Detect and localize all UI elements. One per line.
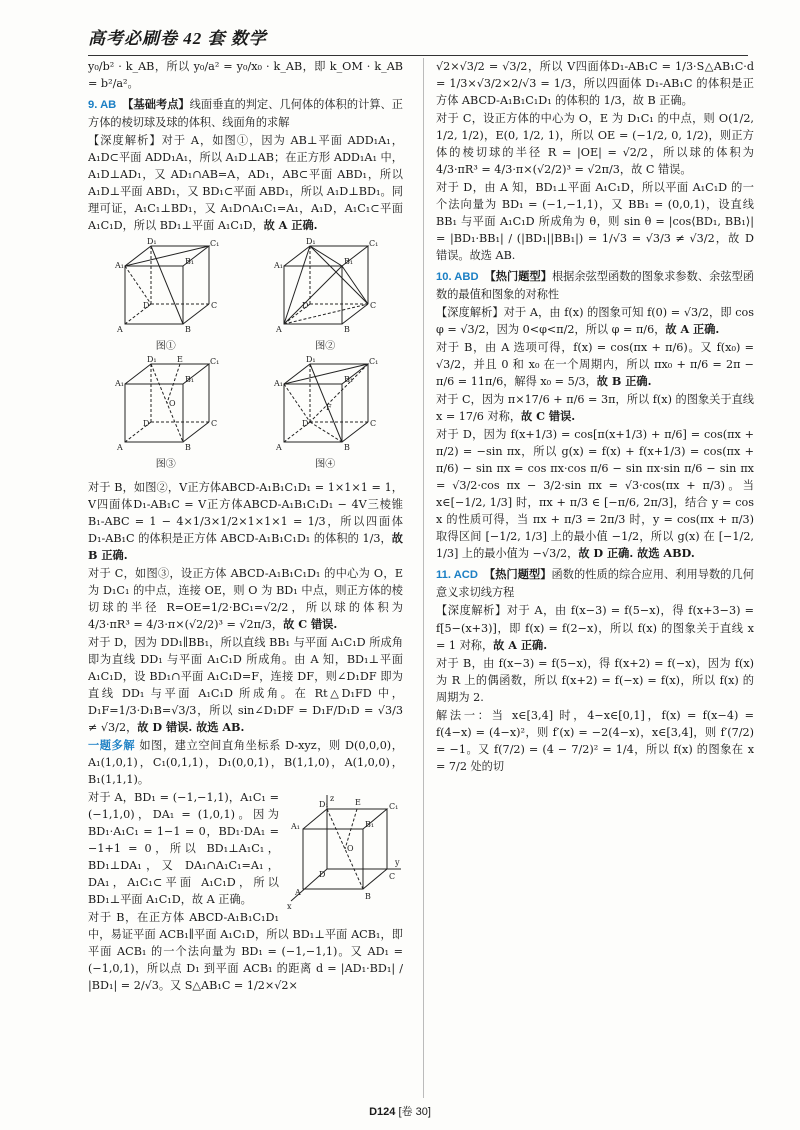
svg-text:z: z xyxy=(330,793,335,803)
q9-part-a-conclusion: 故 A 正确. xyxy=(263,218,318,233)
svg-text:B₁: B₁ xyxy=(184,257,194,267)
svg-text:A₁: A₁ xyxy=(274,379,284,389)
q10-part-a-conclusion: 故 A 正确. xyxy=(665,322,720,337)
svg-text:y: y xyxy=(395,857,400,867)
q11-part-a-text: 【深度解析】对于 A，由 f(x−3) = f(5−x)，得 f(x+3−3) = f[5−(x+3)]，即 f(x) = f(2−x)，所以 f(x) 的图象关于直线 x = 1 对称， xyxy=(436,604,754,652)
q10-part-a-text: 【深度解析】对于 A，由 f(x) 的图象可知 f(0) = √3/2，即 cos φ = √3/2，因为 0<φ<π/2，所以 φ = π/6， xyxy=(436,306,754,337)
q10-part-a xyxy=(436,304,754,338)
q10-part-d xyxy=(436,426,754,562)
alt-part-a: 对于 A，BD₁ = (−1,−1,1)，A₁C₁ = (−1,1,0)，DA₁ = (1,0,1)。因为 BD₁·A₁C₁ = 1−1 = 0，BD₁·DA₁ = −1+1 = 0，所以 BD₁⊥A₁C₁，BD₁⊥DA₁，又 DA₁∩A₁C₁=A₁，DA₁，A₁C₁⊂平面 A₁C₁D，所以 BD₁⊥平面 A₁C₁D，故 A 正确。 xyxy=(88,790,279,906)
svg-text:A₁: A₁ xyxy=(114,261,124,271)
q10-part-c xyxy=(436,391,754,425)
alt-solution-text: 如图，建立空间直角坐标系 D-xyz，则 D(0,0,0)，A₁(1,0,1)，C₁(0,1,1)，D₁(0,0,1)，B(1,1,0)，A(1,0,0)，B₁(1,1,1)。 xyxy=(88,738,403,786)
svg-text:E: E xyxy=(176,356,183,365)
svg-text:B: B xyxy=(184,325,191,335)
figure-4 xyxy=(254,356,398,472)
svg-text:C: C xyxy=(210,419,217,429)
svg-text:D: D xyxy=(142,419,150,429)
q9-part-a xyxy=(88,132,403,234)
q10-part-c-text: 对于 C，因为 π×17/6 + π/6 = 3π，所以 f(x) 的图象关于直线 x = 17/6 对称， xyxy=(436,393,754,424)
q9-part-b-conclusion: 故 B 正确. xyxy=(88,530,403,562)
svg-text:D: D xyxy=(142,301,150,311)
alt-part-b: 对于 B，在正方体 ABCD-A₁B₁C₁D₁ 中，易证平面 ACB₁∥平面 A₁C₁D，所以 BD₁⊥平面 ACB₁，即平面 ACB₁ 的一个法向量为 BD₁ = (−1,−1,1)。又 AD₁ = (−1,0,1)，所以点 D₁ 到平面 ACB₁ 的距离 d = |AD₁·BD₁| / |BD₁| = 2/√3。又 S△AB₁C = 1/2×√2× xyxy=(88,910,403,993)
q9-part-b-text: 对于 B，如图②，V正方体ABCD-A₁B₁C₁D₁ = 1×1×1 = 1，V四面体D₁-AB₁C = V正方体ABCD-A₁B₁C₁D₁ − 4V三棱锥B₁-ABC = 1 − 4×1/3×1/2×1×1×1 = 1/3，所以四面体 D₁-AB₁C 的体积是正方体 ABCD-A₁B₁C₁D₁ 的体积的 1/3， xyxy=(88,480,403,545)
left-column xyxy=(88,58,403,1098)
figure-1 xyxy=(94,238,238,354)
q10-part-b-text: 对于 B，由 A 选项可得，f(x) = cos(πx + π/6)。又 f(x₀) = √3/2，并且 0 和 x₀ 在一个周期内，所以 πx₀ + π/6 = 2π − π/6 = 11π/6，解得 x₀ = 5/3， xyxy=(436,341,754,389)
svg-text:D₁: D₁ xyxy=(306,238,316,247)
book-title: 高考必刷卷 42 套 数学 xyxy=(88,29,267,48)
question-topic: 线面垂直的判定、几何体的体积的计算、正方体的棱切球及球的体积、线面角的求解 xyxy=(88,98,403,130)
q9-part-d-text: 对于 D，因为 DD₁∥BB₁，所以直线 BB₁ 与平面 A₁C₁D 所成角即为直线 DD₁ 与平面 A₁C₁D 所成角。由 A 知，BD₁⊥平面 A₁C₁D，设 BD₁∩平面 A₁C₁D=F，连接 DF，则∠D₁DF 即为直线 DD₁ 与平面 A₁C₁D 所成角。在 Rt△D₁FD 中，D₁F=1/3·D₁B=√3/3，所以 sin∠D₁DF = D₁F/D₁D = √3/3 ≠ √3/2， xyxy=(88,635,403,734)
svg-text:B: B xyxy=(344,443,351,453)
alt-solution xyxy=(88,737,403,788)
svg-text:C₁: C₁ xyxy=(369,357,379,367)
svg-text:B₁: B₁ xyxy=(184,375,194,385)
question-topic: 根据余弦型函数的图象求参数、余弦型函数的最值和图象的对称性 xyxy=(436,270,754,302)
q11-part-a xyxy=(436,602,754,653)
svg-text:A: A xyxy=(276,325,283,335)
cube-diagram-2 xyxy=(270,238,380,334)
svg-text:D₁: D₁ xyxy=(306,356,316,365)
svg-text:B: B xyxy=(184,443,191,453)
svg-text:x: x xyxy=(287,901,292,911)
q9-part-c-text: 对于 C，如图③，设正方体 ABCD-A₁B₁C₁D₁ 的中心为 O，E 为 D₁C₁ 的中点，连接 OE，则 O 为 BD₁ 中点，则正方体的棱切球的半径 R=OE=1/2·BC₁=√2/2，所以球的体积为 4/3·πR³ = 4/3·π×(√2/2)³ = √2π/3， xyxy=(88,566,403,631)
svg-text:O: O xyxy=(347,843,354,853)
svg-text:B₁: B₁ xyxy=(344,257,354,267)
cube-diagram-3 xyxy=(111,356,221,452)
coordinate-cube-figure xyxy=(285,791,403,918)
q9-part-b xyxy=(88,479,403,564)
q9-part-c xyxy=(88,565,403,633)
svg-text:B: B xyxy=(365,891,371,901)
question-number: 10. ABD xyxy=(436,271,479,284)
q11-method-1: 解法一：当 x∈[3,4] 时，4−x∈[0,1]，f(x) = f(x−4) = f(4−x) = (4−x)²，则 f′(x) = −2(4−x)，x∈[3,4]，则 f′(7/2) = −1。又 f(7/2) = (4 − 7/2)² = 1/4，所以 f(x) 的图象在 x = 7/2 处的切 xyxy=(436,708,754,773)
right-column xyxy=(436,58,754,1098)
svg-text:A: A xyxy=(276,443,283,453)
figure-2-caption: 图② xyxy=(315,341,336,353)
q9-part-d xyxy=(88,634,403,736)
q9-alt-part-c: 对于 C，设正方体的中心为 O，E 为 D₁C₁ 的中点，则 O(1/2, 1/2, 1/2)，E(0, 1/2, 1)，所以 OE = (−1/2, 0, 1/2)，则正方体的棱切球的半径 R = |OE| = √2/2，所以球的体积为 4/3·πR³ = 4/3·π×(√2/2)³ = √2π/3，故 C 错误。 xyxy=(436,112,754,177)
svg-text:C: C xyxy=(389,871,396,881)
q9-alt-part-d: 对于 D，由 A 知，BD₁⊥平面 A₁C₁D，所以平面 A₁C₁D 的一个法向量为 BD₁ = (−1,−1,1)，又 BB₁ = (0,0,1)，设直线 BB₁ 与平面 A₁C₁D 所成角为 θ，则 sin θ = |cos⟨BD₁, BB₁⟩| = |BD₁·BB₁| / (|BD₁||BB₁|) = 1/√3 = √3/3 ≠ √3/2，故 D 错误。故选 AB. xyxy=(436,181,754,263)
q10-part-d-conclusion: 故 D 正确. 故选 ABD. xyxy=(578,546,695,561)
svg-text:C: C xyxy=(370,419,377,429)
svg-text:A₁: A₁ xyxy=(291,821,300,831)
intro-line: y₀/b² · k_AB，所以 y₀/a² = y₀/x₀ · k_AB，即 k_OM · k_AB = b²/a²。 xyxy=(88,60,403,91)
figure-3 xyxy=(94,356,238,472)
question-tag: 【基础考点】 xyxy=(122,97,190,112)
figure-2 xyxy=(254,238,398,354)
page-header xyxy=(88,26,748,56)
svg-text:D₁: D₁ xyxy=(146,238,157,247)
question-number: 11. ACD xyxy=(436,569,478,582)
svg-text:A: A xyxy=(116,325,123,335)
q11-part-a-conclusion: 故 A 正确. xyxy=(493,637,548,652)
q9-b-continued: √2×√3/2 = √3/2，所以 V四面体D₁-AB₁C = 1/3·S△AB₁C·d = 1/3×√3/2×2/√3 = 1/3，所以四面体 D₁-AB₁C 的体积是正方体 ABCD-A₁B₁C₁D₁ 的体积的 1/3，故 B 正确。 xyxy=(436,60,754,108)
svg-text:C₁: C₁ xyxy=(209,239,220,249)
question-9-header xyxy=(88,96,403,131)
q9-part-c-conclusion: 故 C 错误. xyxy=(283,616,338,631)
svg-text:C₁: C₁ xyxy=(389,801,399,811)
svg-text:B₁: B₁ xyxy=(344,375,354,385)
figure-4-caption: 图④ xyxy=(315,459,336,471)
q11-part-b: 对于 B，由 f(x−3) = f(5−x)，得 f(x+2) = f(−x)，因为 f(x) 为 R 上的偶函数，所以 f(x+2) = f(−x) = f(x)，所以 f(x) 的周期为 2. xyxy=(436,656,754,704)
column-divider xyxy=(423,58,424,1098)
page-number: D124 xyxy=(369,1106,396,1118)
svg-text:B: B xyxy=(344,325,351,335)
svg-text:D₁: D₁ xyxy=(319,799,329,809)
svg-text:D: D xyxy=(302,419,309,429)
question-number: 9. AB xyxy=(88,99,117,112)
q10-part-b-conclusion: 故 B 正确. xyxy=(596,374,652,389)
svg-text:B₁: B₁ xyxy=(365,819,375,829)
cube-diagram-4 xyxy=(270,356,380,452)
svg-text:A₁: A₁ xyxy=(114,379,124,389)
paper-number: [卷 30] xyxy=(398,1106,431,1118)
page-footer xyxy=(0,1104,800,1121)
question-tag: 【热门题型】 xyxy=(483,567,552,582)
svg-text:E: E xyxy=(355,797,361,807)
svg-text:O: O xyxy=(168,399,176,409)
svg-text:C₁: C₁ xyxy=(209,357,220,367)
svg-text:C₁: C₁ xyxy=(369,239,379,249)
alt-solution-title: 一题多解 xyxy=(88,737,136,752)
cube-figures xyxy=(94,238,397,472)
svg-text:C: C xyxy=(370,301,377,311)
q10-part-b xyxy=(436,339,754,390)
question-11-header xyxy=(436,566,754,601)
svg-text:D: D xyxy=(302,301,309,311)
question-topic: 函数的性质的综合应用、利用导数的几何意义求切线方程 xyxy=(436,568,754,600)
question-10-header xyxy=(436,268,754,303)
q10-part-c-conclusion: 故 C 错误. xyxy=(521,409,576,424)
svg-text:C: C xyxy=(210,301,217,311)
svg-text:D₁: D₁ xyxy=(146,356,157,365)
question-tag: 【热门题型】 xyxy=(484,269,552,284)
figure-3-caption: 图③ xyxy=(155,459,176,471)
svg-text:A: A xyxy=(116,443,123,453)
svg-text:F: F xyxy=(326,403,332,413)
figure-1-caption: 图① xyxy=(155,341,176,353)
cube-diagram-1 xyxy=(111,238,221,334)
q9-part-a-text: 【深度解析】对于 A，如图①，因为 AB⊥平面 ADD₁A₁，A₁D⊂平面 ADD₁A₁，所以 A₁D⊥AB；在正方形 ADD₁A₁ 中，A₁D⊥AD₁，又 AD₁∩AB=A，AD₁，AB⊂平面 ABD₁，所以 A₁D⊥平面 ABD₁，又 BD₁⊂平面 ABD₁，所以 A₁D⊥BD₁。同理可证，A₁C₁⊥BD₁，又 A₁D∩A₁C₁=A₁，A₁D，A₁C₁⊂平面 A₁C₁D，所以 BD₁⊥平面 A₁C₁D， xyxy=(88,134,403,233)
coordinate-cube-diagram xyxy=(285,791,403,913)
q10-part-d-text: 对于 D，因为 f(x+1/3) = cos[π(x+1/3) + π/6] = cos(πx + π/2) = −sin πx，所以 g(x) = f(x) + f(x+1/3) = cos(πx + π/6) − sin πx = cos πx·cos π/6 − sin πx·sin π/6 − sin πx = √3/2·cos πx − 3/2·sin πx = √3·cos(πx + π/3)。当 x∈[−1/2, 1/3] 时，πx + π/3 ∈ [−π/6, 2π/3]，结合 y = cos x 的性质可得，当 πx + π/3 = 2π/3 时，y = cos(πx + π/3) 取得区间 [−1/2, 1/3] 上的最小值 −1/2，所以 g(x) 在 [−1/2, 1/3] 上的最小值为 −√3/2， xyxy=(436,428,754,561)
q9-part-d-conclusion: 故 D 错误. 故选 AB. xyxy=(137,719,245,734)
svg-text:A: A xyxy=(295,887,301,897)
svg-text:A₁: A₁ xyxy=(274,261,284,271)
svg-text:D: D xyxy=(319,869,326,879)
